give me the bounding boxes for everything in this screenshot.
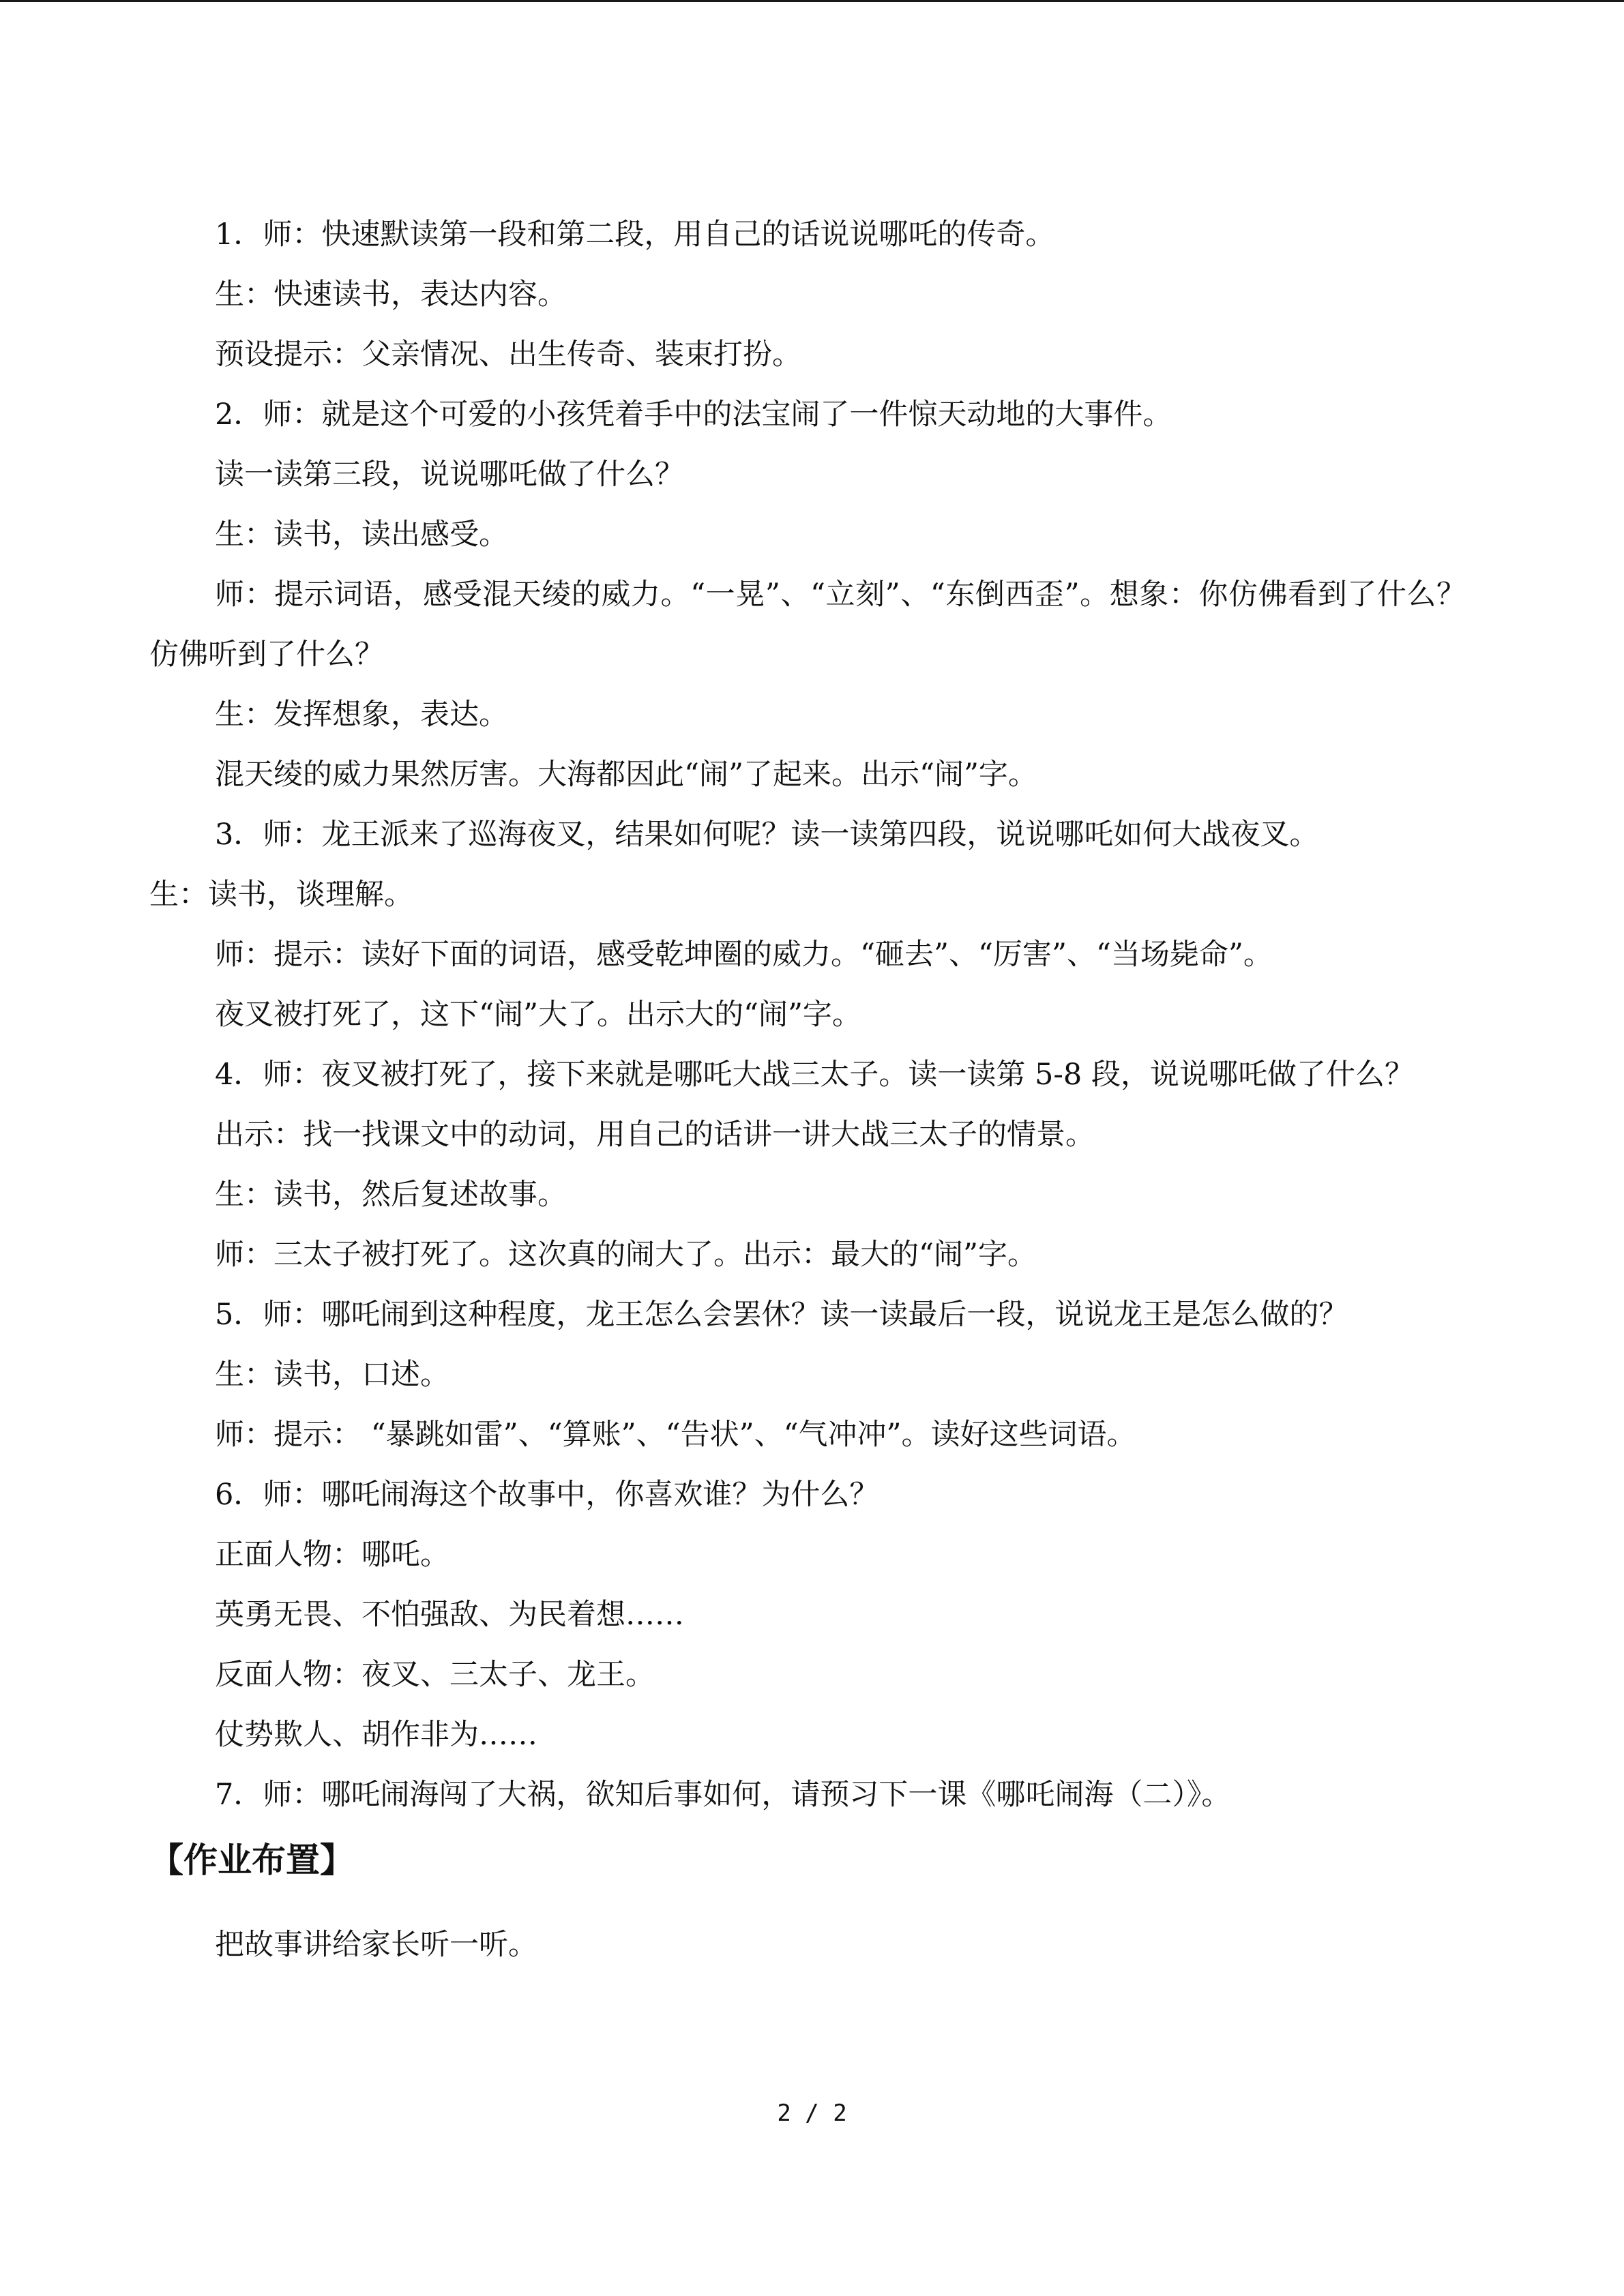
homework-text: 把故事讲给家长听一听。	[215, 1928, 537, 1962]
paragraph: 6．师：哪吒闹海这个故事中，你喜欢谁？为什么？	[215, 1478, 879, 1512]
page-number: 2 / 2	[777, 2100, 847, 2127]
paragraph: 4．师：夜叉被打死了，接下来就是哪吒大战三太子。读一读第 5-8 段，说说哪吒做了什么？	[215, 1058, 1414, 1092]
paragraph: 师：三太子被打死了。这次真的闹大了。出示：最大的“闹”字。	[215, 1238, 1037, 1272]
paragraph: 出示：找一找课文中的动词，用自己的话讲一讲大战三太子的情景。	[215, 1118, 1095, 1152]
paragraph: 1．师：快速默读第一段和第二段，用自己的话说说哪吒的传奇。	[215, 218, 1055, 252]
paragraph: 2．师：就是这个可爱的小孩凭着手中的法宝闹了一件惊天动地的大事件。	[215, 398, 1172, 432]
homework-heading: 【作业布置】	[149, 1840, 354, 1880]
paragraph: 读一读第三段，说说哪吒做了什么？	[215, 458, 684, 492]
paragraph: 夜叉被打死了，这下“闹”大了。出示大的“闹”字。	[215, 998, 861, 1032]
paragraph-list	[149, 205, 1466, 1825]
paragraph: 正面人物：哪吒。	[215, 1538, 449, 1572]
paragraph: 混天绫的威力果然厉害。大海都因此“闹”了起来。出示“闹”字。	[215, 758, 1037, 792]
paragraph: 仗势欺人、胡作非为……	[215, 1718, 537, 1752]
paragraph: 生：读书，谈理解。	[149, 878, 413, 912]
paragraph: 师：提示：读好下面的词语，感受乾坤圈的威力。“砸去”、“厉害”、“当场毙命”。	[215, 938, 1273, 972]
paragraph: 5．师：哪吒闹到这种程度，龙王怎么会罢休？读一读最后一段，说说龙王是怎么做的？	[215, 1298, 1348, 1332]
paragraph: 生：快速读书，表达内容。	[215, 278, 567, 312]
paragraph: 英勇无畏、不怕强敌、为民着想……	[215, 1598, 684, 1632]
paragraph: 生：读书，然后复述故事。	[215, 1178, 567, 1212]
paragraph: 师：提示词语，感受混天绫的威力。“一晃”、“立刻”、“东倒西歪”。想象：你仿佛看到了什么？仿佛听到了什么？	[149, 578, 1466, 672]
paragraph: 生：读书，读出感受。	[215, 518, 508, 552]
paragraph: 反面人物：夜叉、三太子、龙王。	[215, 1658, 655, 1692]
paragraph: 师：提示： “暴跳如雷”、“算账”、“告状”、“气冲冲”。读好这些词语。	[215, 1418, 1136, 1452]
paragraph: 3．师：龙王派来了巡海夜叉，结果如何呢？读一读第四段，说说哪吒如何大战夜叉。	[215, 818, 1319, 852]
paragraph: 7．师：哪吒闹海闯了大祸，欲知后事如何，请预习下一课《哪吒闹海（二）》。	[215, 1778, 1231, 1812]
document-body	[149, 205, 1466, 1975]
page-top-border	[0, 0, 1624, 2]
paragraph: 预设提示：父亲情况、出生传奇、装束打扮。	[215, 338, 801, 372]
paragraph: 生：读书，口述。	[215, 1358, 449, 1392]
paragraph: 生：发挥想象，表达。	[215, 698, 508, 732]
